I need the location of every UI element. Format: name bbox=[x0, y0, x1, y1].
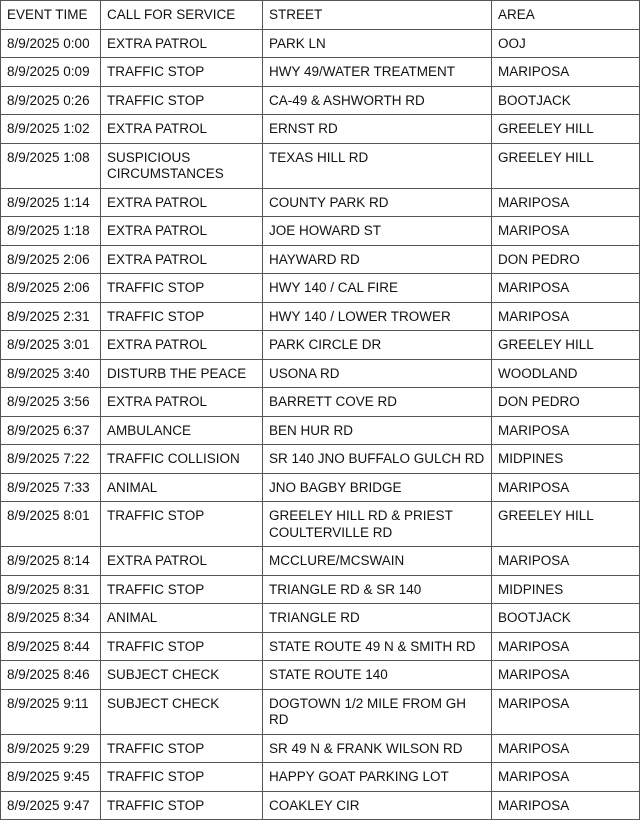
call-for-service-cell: TRAFFIC STOP bbox=[101, 274, 263, 303]
street-cell: PARK LN bbox=[263, 29, 492, 58]
street-cell: DOGTOWN 1/2 MILE FROM GH RD bbox=[263, 689, 492, 734]
area-cell: MARIPOSA bbox=[492, 188, 640, 217]
event-time-cell: 8/9/2025 2:06 bbox=[1, 274, 101, 303]
table-row bbox=[1, 29, 640, 58]
street-cell: HAYWARD RD bbox=[263, 245, 492, 274]
table-row bbox=[1, 115, 640, 144]
table-row bbox=[1, 661, 640, 690]
street-cell: SR 140 JNO BUFFALO GULCH RD bbox=[263, 445, 492, 474]
street-cell: ERNST RD bbox=[263, 115, 492, 144]
area-cell: MARIPOSA bbox=[492, 632, 640, 661]
call-for-service-cell: TRAFFIC STOP bbox=[101, 58, 263, 87]
call-for-service-cell: EXTRA PATROL bbox=[101, 188, 263, 217]
street-cell: GREELEY HILL RD & PRIEST COULTERVILLE RD bbox=[263, 502, 492, 547]
event-time-cell: 8/9/2025 8:46 bbox=[1, 661, 101, 690]
area-cell: MARIPOSA bbox=[492, 763, 640, 792]
table-row bbox=[1, 331, 640, 360]
call-for-service-cell: SUBJECT CHECK bbox=[101, 661, 263, 690]
street-cell: COAKLEY CIR bbox=[263, 791, 492, 820]
event-time-cell: 8/9/2025 1:14 bbox=[1, 188, 101, 217]
event-time-cell: 8/9/2025 9:47 bbox=[1, 791, 101, 820]
area-cell: MARIPOSA bbox=[492, 791, 640, 820]
call-for-service-cell: DISTURB THE PEACE bbox=[101, 359, 263, 388]
event-time-cell: 8/9/2025 8:34 bbox=[1, 604, 101, 633]
event-time-cell: 8/9/2025 2:31 bbox=[1, 302, 101, 331]
event-time-cell: 8/9/2025 0:26 bbox=[1, 86, 101, 115]
area-cell: DON PEDRO bbox=[492, 388, 640, 417]
street-cell: STATE ROUTE 49 N & SMITH RD bbox=[263, 632, 492, 661]
area-cell: MARIPOSA bbox=[492, 661, 640, 690]
call-for-service-cell: TRAFFIC STOP bbox=[101, 791, 263, 820]
table-row bbox=[1, 575, 640, 604]
area-cell: MARIPOSA bbox=[492, 734, 640, 763]
street-cell: TRIANGLE RD & SR 140 bbox=[263, 575, 492, 604]
event-time-cell: 8/9/2025 2:06 bbox=[1, 245, 101, 274]
call-for-service-cell: EXTRA PATROL bbox=[101, 29, 263, 58]
area-cell: GREELEY HILL bbox=[492, 115, 640, 144]
header-street: STREET bbox=[263, 1, 492, 30]
area-cell: MARIPOSA bbox=[492, 274, 640, 303]
table-row bbox=[1, 445, 640, 474]
street-cell: TEXAS HILL RD bbox=[263, 143, 492, 188]
area-cell: MIDPINES bbox=[492, 445, 640, 474]
area-cell: BOOTJACK bbox=[492, 86, 640, 115]
area-cell: BOOTJACK bbox=[492, 604, 640, 633]
street-cell: TRIANGLE RD bbox=[263, 604, 492, 633]
call-for-service-cell: ANIMAL bbox=[101, 473, 263, 502]
call-for-service-cell: TRAFFIC STOP bbox=[101, 86, 263, 115]
area-cell: MARIPOSA bbox=[492, 58, 640, 87]
table-row bbox=[1, 689, 640, 734]
event-time-cell: 8/9/2025 0:09 bbox=[1, 58, 101, 87]
table-row bbox=[1, 86, 640, 115]
area-cell: MARIPOSA bbox=[492, 473, 640, 502]
area-cell: GREELEY HILL bbox=[492, 502, 640, 547]
area-cell: MARIPOSA bbox=[492, 416, 640, 445]
event-time-cell: 8/9/2025 6:37 bbox=[1, 416, 101, 445]
call-for-service-cell: SUSPICIOUS CIRCUMSTANCES bbox=[101, 143, 263, 188]
header-event-time: EVENT TIME bbox=[1, 1, 101, 30]
event-time-cell: 8/9/2025 1:02 bbox=[1, 115, 101, 144]
event-time-cell: 8/9/2025 7:33 bbox=[1, 473, 101, 502]
table-row bbox=[1, 473, 640, 502]
call-for-service-cell: TRAFFIC COLLISION bbox=[101, 445, 263, 474]
table-row bbox=[1, 604, 640, 633]
call-for-service-cell: TRAFFIC STOP bbox=[101, 302, 263, 331]
street-cell: SR 49 N & FRANK WILSON RD bbox=[263, 734, 492, 763]
call-for-service-cell: EXTRA PATROL bbox=[101, 217, 263, 246]
event-time-cell: 8/9/2025 0:00 bbox=[1, 29, 101, 58]
call-for-service-cell: EXTRA PATROL bbox=[101, 331, 263, 360]
event-time-cell: 8/9/2025 8:01 bbox=[1, 502, 101, 547]
street-cell: HAPPY GOAT PARKING LOT bbox=[263, 763, 492, 792]
event-time-cell: 8/9/2025 3:01 bbox=[1, 331, 101, 360]
table-row bbox=[1, 143, 640, 188]
table-body bbox=[1, 29, 640, 820]
call-for-service-cell: TRAFFIC STOP bbox=[101, 575, 263, 604]
street-cell: COUNTY PARK RD bbox=[263, 188, 492, 217]
call-for-service-cell: EXTRA PATROL bbox=[101, 547, 263, 576]
table-row bbox=[1, 359, 640, 388]
street-cell: HWY 49/WATER TREATMENT bbox=[263, 58, 492, 87]
call-for-service-cell: TRAFFIC STOP bbox=[101, 632, 263, 661]
table-row bbox=[1, 502, 640, 547]
call-for-service-cell: TRAFFIC STOP bbox=[101, 502, 263, 547]
event-time-cell: 8/9/2025 9:29 bbox=[1, 734, 101, 763]
street-cell: HWY 140 / LOWER TROWER bbox=[263, 302, 492, 331]
street-cell: STATE ROUTE 140 bbox=[263, 661, 492, 690]
street-cell: USONA RD bbox=[263, 359, 492, 388]
area-cell: GREELEY HILL bbox=[492, 331, 640, 360]
street-cell: CA-49 & ASHWORTH RD bbox=[263, 86, 492, 115]
area-cell: DON PEDRO bbox=[492, 245, 640, 274]
street-cell: BEN HUR RD bbox=[263, 416, 492, 445]
event-time-cell: 8/9/2025 7:22 bbox=[1, 445, 101, 474]
call-for-service-cell: EXTRA PATROL bbox=[101, 245, 263, 274]
call-for-service-cell: AMBULANCE bbox=[101, 416, 263, 445]
event-time-cell: 8/9/2025 8:44 bbox=[1, 632, 101, 661]
area-cell: MIDPINES bbox=[492, 575, 640, 604]
call-for-service-cell: EXTRA PATROL bbox=[101, 388, 263, 417]
table-row bbox=[1, 791, 640, 820]
table-row bbox=[1, 245, 640, 274]
area-cell: GREELEY HILL bbox=[492, 143, 640, 188]
area-cell: MARIPOSA bbox=[492, 302, 640, 331]
street-cell: HWY 140 / CAL FIRE bbox=[263, 274, 492, 303]
call-for-service-cell: SUBJECT CHECK bbox=[101, 689, 263, 734]
area-cell: OOJ bbox=[492, 29, 640, 58]
event-time-cell: 8/9/2025 3:40 bbox=[1, 359, 101, 388]
call-for-service-cell: EXTRA PATROL bbox=[101, 115, 263, 144]
table-row bbox=[1, 302, 640, 331]
table-row bbox=[1, 632, 640, 661]
call-for-service-cell: ANIMAL bbox=[101, 604, 263, 633]
table-row bbox=[1, 217, 640, 246]
street-cell: JOE HOWARD ST bbox=[263, 217, 492, 246]
area-cell: MARIPOSA bbox=[492, 689, 640, 734]
event-time-cell: 8/9/2025 1:18 bbox=[1, 217, 101, 246]
event-time-cell: 8/9/2025 9:11 bbox=[1, 689, 101, 734]
table-row bbox=[1, 734, 640, 763]
area-cell: WOODLAND bbox=[492, 359, 640, 388]
event-time-cell: 8/9/2025 8:14 bbox=[1, 547, 101, 576]
event-time-cell: 8/9/2025 9:45 bbox=[1, 763, 101, 792]
street-cell: BARRETT COVE RD bbox=[263, 388, 492, 417]
table-row bbox=[1, 274, 640, 303]
street-cell: JNO BAGBY BRIDGE bbox=[263, 473, 492, 502]
header-call-for-service: CALL FOR SERVICE bbox=[101, 1, 263, 30]
street-cell: MCCLURE/MCSWAIN bbox=[263, 547, 492, 576]
table-row bbox=[1, 58, 640, 87]
call-for-service-cell: TRAFFIC STOP bbox=[101, 763, 263, 792]
area-cell: MARIPOSA bbox=[492, 547, 640, 576]
table-row bbox=[1, 547, 640, 576]
area-cell: MARIPOSA bbox=[492, 217, 640, 246]
street-cell: PARK CIRCLE DR bbox=[263, 331, 492, 360]
table-row bbox=[1, 763, 640, 792]
table-row bbox=[1, 388, 640, 417]
event-time-cell: 8/9/2025 1:08 bbox=[1, 143, 101, 188]
table-row bbox=[1, 188, 640, 217]
event-time-cell: 8/9/2025 3:56 bbox=[1, 388, 101, 417]
call-for-service-cell: TRAFFIC STOP bbox=[101, 734, 263, 763]
table-header-row bbox=[1, 1, 640, 30]
header-area: AREA bbox=[492, 1, 640, 30]
table-row bbox=[1, 416, 640, 445]
event-time-cell: 8/9/2025 8:31 bbox=[1, 575, 101, 604]
